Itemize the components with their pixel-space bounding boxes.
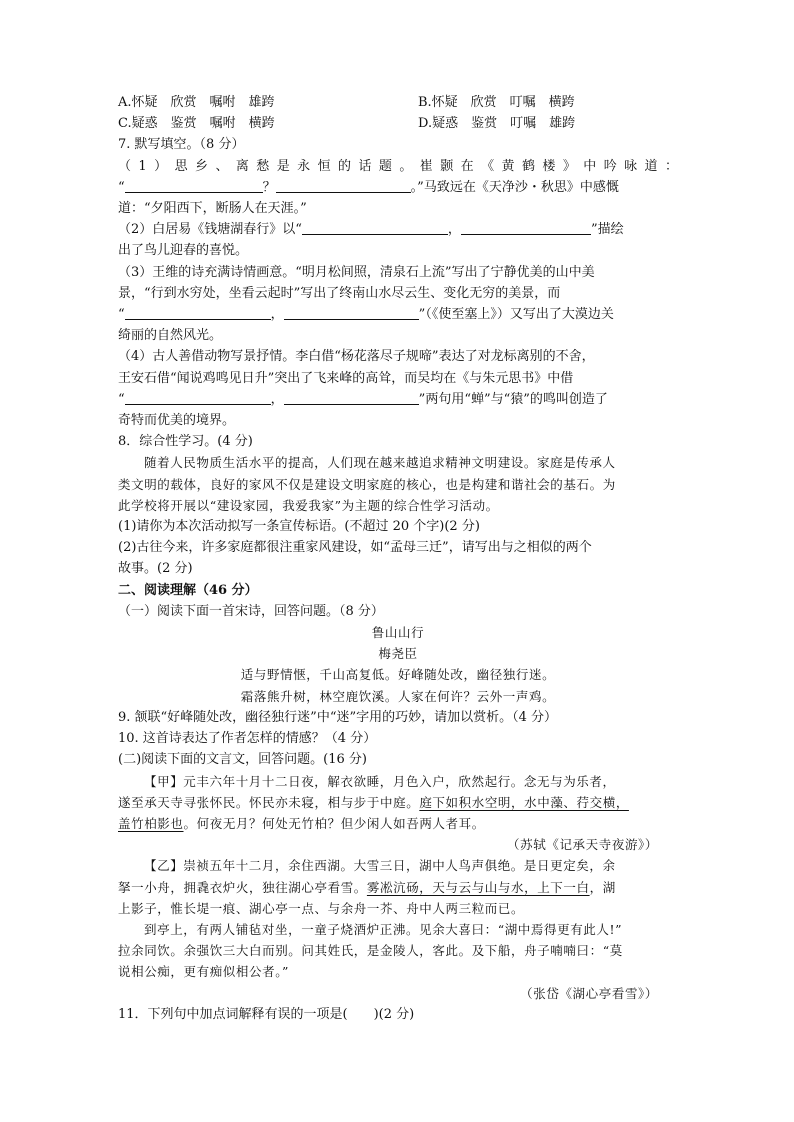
text-yi-line5: 拉余同饮。余强饮三大白而别。问其姓氏，是金陵人，客此。及下船，舟子喃喃曰：“莫 [118, 943, 623, 959]
q7-p4-line4: 奇特而优美的境界。 [118, 413, 236, 429]
q7-p2-line1 [118, 219, 678, 240]
q9: 9. 颔联“好峰随处改，幽径独行迷”中“迷”字用的巧妙，请加以赏析。（4 分） [118, 709, 558, 725]
q7-p3-end: ”（《使至塞上》）又写出了大漠边关 [418, 307, 614, 323]
page-content [118, 92, 678, 1025]
text-yi-line4: 到亭上，有两人铺毡对坐，一童子烧酒炉正沸。见余大喜曰：“湖中焉得更有此人!” [144, 921, 623, 937]
q7-p3-line3 [118, 304, 678, 325]
q6-options-row2 [118, 113, 678, 134]
open-quote: “ [118, 179, 125, 195]
q7-p1-line3: 道：“夕阳西下，断肠人在天涯。” [118, 201, 307, 217]
q8-intro-line2: 类文明的载体，良好的家风不仅是建设文明家庭的核心，也是构建和谐社会的基石。为 [118, 476, 616, 492]
blank-8[interactable] [284, 390, 419, 405]
open-quote: “ [118, 391, 125, 407]
q7-p3-comma: ， [270, 307, 284, 323]
text-jia-line2-plain: 遂至承天寺寻张怀民。怀民亦未寝，相与步于中庭。 [118, 794, 420, 810]
text-yi-line2-end: ，湖 [589, 879, 616, 895]
text-jia-line2 [118, 792, 678, 813]
poem-author: 梅尧臣 [378, 646, 418, 662]
q10: 10. 这首诗表达了作者怎样的情感？（4 分） [118, 731, 377, 747]
q7-p2-comma: ， [447, 222, 461, 238]
q7-title: 7. 默写填空。（8 分） [118, 137, 245, 153]
q7-p3-line2: 景，“行到水穷处，坐看云起时”写出了终南山水尽云生、变化无穷的美景，而 [118, 285, 561, 301]
q7-p4-line3 [118, 389, 678, 410]
q7-p4-line2: 王安石借“闻说鸡鸣见日升”突出了飞来峰的高耸，而吴均在《与朱元思书》中借 [118, 370, 574, 386]
blank-5[interactable] [125, 305, 271, 320]
q7-p2-line2: 出了鸟儿迎春的喜悦。 [118, 243, 249, 259]
text-yi-line2 [118, 877, 678, 898]
blank-6[interactable] [284, 305, 419, 320]
q8-intro-line1: 随着人民物质生活水平的提高，人们现在越来越追求精神文明建设。家庭是传承人 [144, 455, 616, 471]
q8-intro-line3: 此学校将开展以“建设家园，我爱我家”为主题的综合性学习活动。 [118, 497, 499, 513]
open-quote: “ [118, 307, 125, 323]
text-jia-line3-plain: 。何夜无月？何处无竹柏？但少闲人如吾两人者耳。 [183, 815, 485, 831]
text-yi-line2-plain: 拏一小舟，拥毳衣炉火，独往湖心亭看雪。 [118, 879, 367, 895]
q8-sub2-line2: 故事。(2 分) [118, 561, 193, 577]
q7-p4-end: ”两句用“蝉”与“猿”的鸣叫创造了 [418, 391, 608, 407]
q7-p2-start: （2）白居易《钱塘湖春行》以“ [118, 222, 302, 238]
text-yi-line1: 【乙】崇祯五年十二月，余住西湖。大雪三日，湖中人鸟声俱绝。是日更定矣，余 [144, 858, 616, 874]
q7-p3-line4: 绮丽的自然风光。 [118, 328, 223, 344]
text-jia-line2-underlined: 庭下如积水空明，水中藻、荇交横， [419, 794, 629, 810]
poem-line2: 霜落熊升树，林空鹿饮溪。人家在何许？云外一声鸡。 [240, 688, 556, 704]
blank-2[interactable] [276, 178, 411, 193]
q7-p2-end: ”描绘 [590, 222, 624, 238]
blank-7[interactable] [125, 390, 271, 405]
text-yi-line3: 上影子，惟长堤一痕、湖心亭一点、与余舟一芥、舟中人两三粒而已。 [118, 900, 525, 916]
q6-option-b: B.怀疑 欣赏 叮嘱 横跨 [418, 95, 575, 110]
poem-line1: 适与野情惬，千山高复低。好峰随处改，幽径独行迷。 [240, 667, 556, 683]
text-jia-line3 [118, 813, 678, 834]
q7-p4-line1: （4）古人善借动物写景抒情。李白借“杨花落尽子规啼”表达了对龙标离别的不舍， [118, 349, 595, 365]
q7-p1-line2 [118, 177, 678, 198]
blank-1[interactable] [125, 178, 263, 193]
q6-option-a: A.怀疑 欣赏 嘱咐 雄跨 [118, 95, 275, 110]
q8-title: 8．综合性学习。(4 分) [118, 434, 253, 450]
q7-p4-comma: ， [270, 391, 284, 407]
blank-4[interactable] [461, 220, 591, 235]
q6-option-d: D.疑惑 鉴赏 叮嘱 雄跨 [418, 116, 576, 132]
section2-title: 二、阅读理解（46 分） [118, 582, 258, 598]
text-yi-line6: 说相公痴，更有痴似相公者。” [118, 964, 290, 980]
q7-p1-line1: （1）思乡、离愁是永恒的话题。崔颢在《黄鹤楼》中吟咏道： [118, 158, 678, 174]
section2-part1: （一）阅读下面一首宋诗，回答问题。（8 分） [118, 603, 384, 619]
q6-options-row1 [118, 92, 678, 113]
q7-p1-q: ？ [262, 179, 276, 195]
text-jia-line1: 【甲】元丰六年十月十二日夜，解衣欲睡，月色入户，欣然起行。念无与为乐者， [144, 773, 616, 789]
poem-title: 鲁山山行 [371, 625, 425, 641]
text-jia-line3-underlined: 盖竹柏影也 [118, 815, 184, 831]
q6-option-c: C.疑惑 鉴赏 嘱咐 横跨 [118, 116, 275, 132]
blank-3[interactable] [302, 220, 448, 235]
q7-p1-end: 。”马致远在《天净沙・秋思》中感慨 [410, 179, 619, 195]
text-yi-line2-underlined: 雾凇沆砀，天与云与山与水，上下一白 [366, 879, 590, 895]
text-yi-source: （张岱《湖心亭看雪》） [520, 985, 658, 1001]
q11: 11．下列句中加点词解释有误的一项是( )(2 分) [118, 1006, 415, 1022]
q8-sub2-line1: (2)古往今来，许多家庭都很注重家风建设，如“孟母三迁”，请写出与之相似的两个 [118, 540, 592, 556]
section2-part2: (二)阅读下面的文言文，回答问题。(16 分) [118, 752, 367, 768]
q8-sub1: (1)请你为本次活动拟写一条宣传标语。(不超过 20 个字)(2 分) [118, 519, 480, 535]
text-jia-source: （苏轼《记承天寺夜游》） [507, 837, 658, 853]
q7-p3-line1: （3）王维的诗充满诗情画意。“明月松间照，清泉石上流”写出了宁静优美的山中美 [118, 264, 595, 280]
